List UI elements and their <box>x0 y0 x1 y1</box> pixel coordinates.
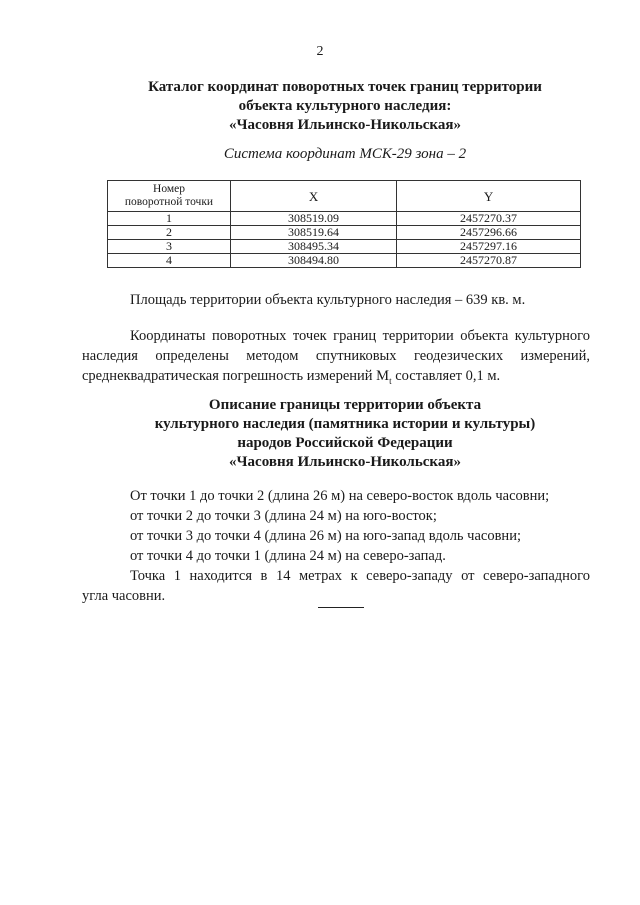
catalog-title <box>100 78 590 135</box>
description-title-line: Описание границы территории объекта <box>208 397 482 413</box>
cell-x: 308519.64 <box>231 226 397 240</box>
table-row <box>108 212 581 226</box>
description-title-line: «Часовня Ильинско-Никольская» <box>229 454 461 470</box>
table-header-row <box>108 181 581 212</box>
cell-y: 2457270.87 <box>397 254 581 268</box>
catalog-title-line: Каталог координат поворотных точек границ территории <box>148 79 542 95</box>
paragraph-line: Точка 1 находится в 14 метрах к северо-западу от северо-западного <box>130 568 590 584</box>
header-y: Y <box>397 181 581 212</box>
description-title-line: народов Российской Федерации <box>237 435 453 451</box>
route-line: от точки 3 до точки 4 (длина 26 м) на юго-запад вдоль часовни; <box>130 528 521 544</box>
cell-y: 2457270.37 <box>397 212 581 226</box>
final-paragraph <box>82 566 590 606</box>
paragraph-text: составляет 0,1 м. <box>391 368 501 384</box>
table-row <box>108 240 581 254</box>
description-title <box>100 396 590 472</box>
table-row <box>108 226 581 240</box>
coordinates-table <box>107 180 581 268</box>
catalog-title-line: «Часовня Ильинско-Никольская» <box>229 117 461 133</box>
cell-point: 1 <box>108 212 231 226</box>
paragraph-line: угла часовни. <box>82 588 166 604</box>
table-row <box>108 254 581 268</box>
end-divider <box>318 607 364 608</box>
route-line: От точки 1 до точки 2 (длина 26 м) на северо-восток вдоль часовни; <box>130 488 550 504</box>
header-point-line: Номер <box>153 183 185 195</box>
header-x: X <box>231 181 397 212</box>
header-point-line: поворотной точки <box>124 196 214 208</box>
cell-point: 3 <box>108 240 231 254</box>
method-paragraph <box>82 326 590 391</box>
cell-y: 2457296.66 <box>397 226 581 240</box>
paragraph-text: среднеквадратическая погрешность измерений M <box>82 368 390 384</box>
route-line: от точки 2 до точки 3 (длина 24 м) на юго-восток; <box>130 508 437 524</box>
area-statement: Площадь территории объекта культурного наследия – 639 кв. м. <box>130 292 526 308</box>
subscript: t <box>389 375 392 386</box>
coordinate-system-label: Система координат МСК-29 зона – 2 <box>223 146 467 162</box>
page-number: 2 <box>316 44 324 59</box>
cell-x: 308494.80 <box>231 254 397 268</box>
paragraph-line: Координаты поворотных точек границ территории объекта культурного <box>130 328 590 344</box>
paragraph-line <box>82 366 590 391</box>
header-point-number <box>108 181 231 212</box>
route-line: от точки 4 до точки 1 (длина 24 м) на северо-запад. <box>130 548 446 564</box>
catalog-title-line: объекта культурного наследия: <box>238 98 452 114</box>
paragraph-line: наследия определены методом спутниковых геодезических измерений, <box>82 348 590 364</box>
cell-x: 308495.34 <box>231 240 397 254</box>
cell-x: 308519.09 <box>231 212 397 226</box>
boundary-routes <box>130 486 549 566</box>
cell-point: 4 <box>108 254 231 268</box>
description-title-line: культурного наследия (памятника истории и культуры) <box>154 416 536 432</box>
cell-y: 2457297.16 <box>397 240 581 254</box>
cell-point: 2 <box>108 226 231 240</box>
